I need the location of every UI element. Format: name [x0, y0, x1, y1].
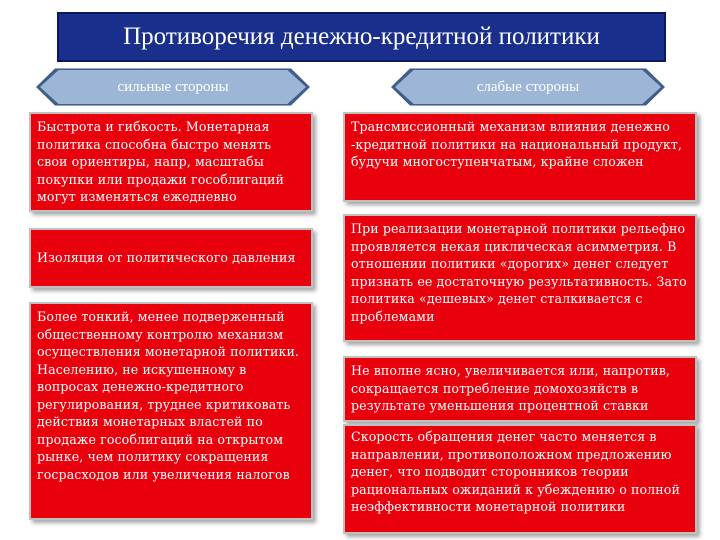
weakness-box-3: [343, 356, 697, 422]
weak-sides-header: [395, 70, 661, 104]
slide-title: Противоречия денежно-кредитной политики: [57, 12, 666, 62]
weakness-box-2: [343, 214, 697, 342]
strength-box-2: [29, 228, 313, 288]
weakness-text-2: При реализации монетарной политики рельефно проявляется некая циклическая асимметрия. В отношении политики «дорогих» денег следует признать ее достаточную результативность. Зато политика «дешевых» денег сталкивается с проблемами: [351, 221, 687, 324]
strength-box-1: [29, 112, 313, 212]
weakness-text-4: Скорость обращения денег часто меняется в направлении, противоположном предложению денег, что подводит сторонников теории рациональных ожиданий к убеждению о полной неэффективности монетарной политики: [351, 429, 680, 514]
weakness-text-1: Трансмиссионный механизм влияния денежно -кредитной политики на национальный продукт, будучи многоступенчатым, крайне сложен: [351, 119, 683, 169]
strength-text-3: Более тонкий, менее подверженный общественному контролю механизм осуществления монетарной политики. Населению, не искушенному в вопросах денежно-кредитного регулирования, труднее критиковать действия монетарных властей по продаже гособлигаций на открытом рынке, чем политику сокращения госрасходов или увеличения налогов: [37, 309, 300, 482]
weakness-box-4: [343, 424, 697, 534]
weakness-box-1: [343, 112, 697, 202]
strength-box-3: [29, 302, 313, 520]
strong-sides-header: [40, 70, 306, 104]
weakness-text-3: Не вполне ясно, увеличивается или, напротив, сокращается потребление домохозяйств в результате уменьшения процентной ставки: [351, 363, 671, 413]
weak-sides-label: слабые стороны: [476, 78, 580, 95]
strong-sides-label: сильные стороны: [117, 78, 229, 95]
strength-text-1: Быстрота и гибкость. Монетарная политика способна быстро менять свои ориентиры, напр, масштабы покупки или продажи гособлигаций могут изменяться ежедневно: [37, 119, 284, 204]
strength-text-2: Изоляция от политического давления: [37, 250, 296, 266]
